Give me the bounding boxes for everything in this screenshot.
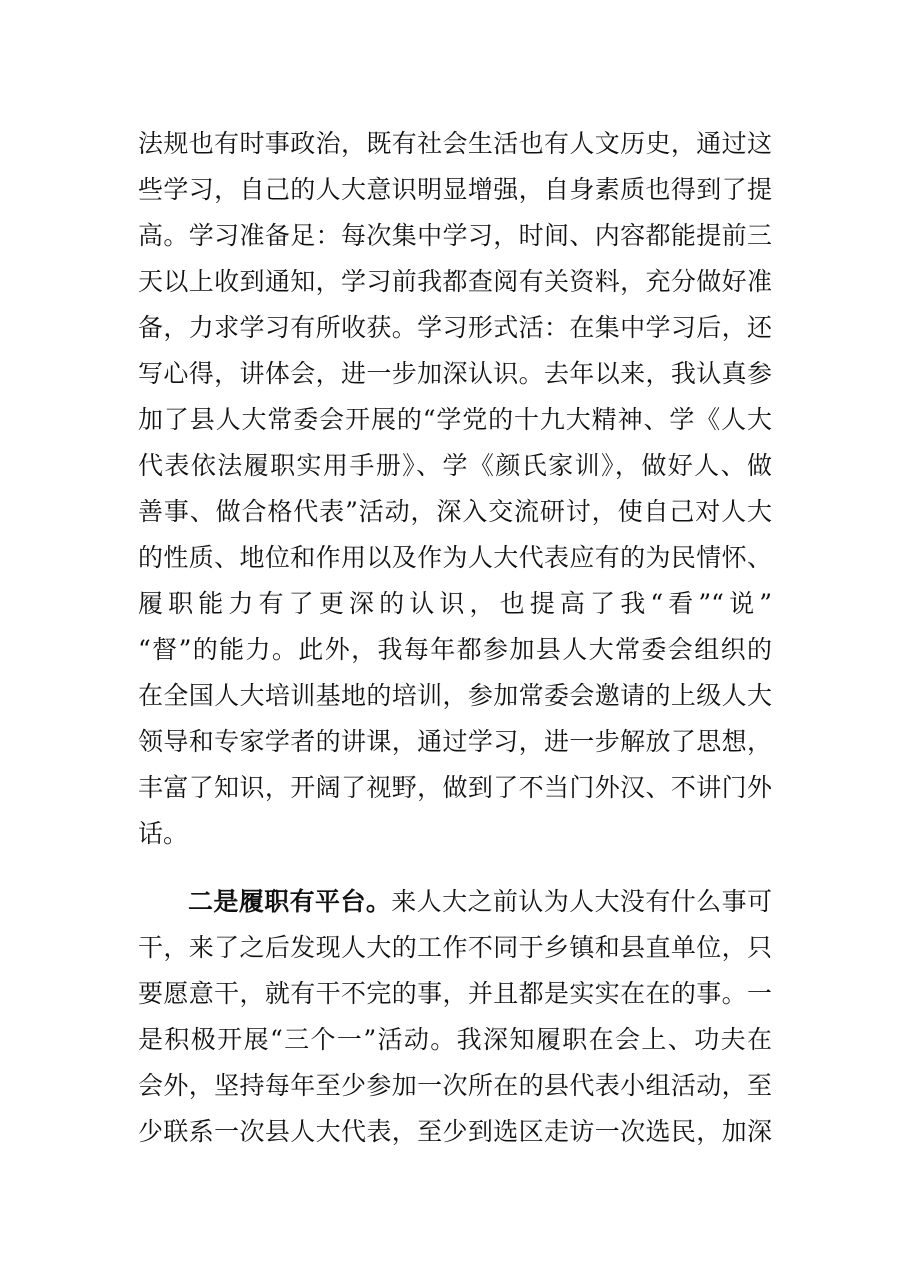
text-line: 的性质、地位和作用以及作为人大代表应有的为民情怀、 bbox=[138, 543, 772, 572]
text-line: 是积极开展“三个一”活动。我深知履职在会上、功夫在 bbox=[138, 1025, 772, 1054]
text-line: 高。学习准备足：每次集中学习，时间、内容都能提前三 bbox=[138, 221, 772, 250]
text-line: 代表依法履职实用手册》、学《颜氏家训》，做好人、做 bbox=[138, 451, 772, 480]
text-line: 领导和专家学者的讲课，通过学习，进一步解放了思想， bbox=[138, 727, 772, 756]
text-line: 话。 bbox=[138, 819, 189, 848]
text-line: 履职能力有了更深的认识，也提高了我“看”“说” bbox=[138, 589, 772, 618]
text-line: 要愿意干，就有干不完的事，并且都是实实在在的事。一 bbox=[138, 979, 772, 1008]
text-line: 天以上收到通知，学习前我都查阅有关资料，充分做好准 bbox=[138, 267, 772, 296]
paragraph-heading: 二是履职有平台。 bbox=[188, 887, 392, 916]
text-line: 法规也有时事政治，既有社会生活也有人文历史，通过这 bbox=[138, 129, 772, 158]
text-line: 写心得，讲体会，进一步加深认识。去年以来，我认真参 bbox=[138, 359, 772, 388]
text-line: 会外，坚持每年至少参加一次所在的县代表小组活动，至 bbox=[138, 1071, 772, 1100]
text-line: 少联系一次县人大代表，至少到选区走访一次选民，加深 bbox=[138, 1117, 772, 1146]
text-line: 些学习，自己的人大意识明显增强，自身素质也得到了提 bbox=[138, 175, 772, 204]
text-line: 善事、做合格代表”活动，深入交流研讨，使自己对人大 bbox=[138, 497, 772, 526]
text-line: 加了县人大常委会开展的“学党的十九大精神、学《人大 bbox=[138, 405, 772, 434]
text-line: 丰富了知识，开阔了视野，做到了不当门外汉、不讲门外 bbox=[138, 773, 772, 802]
text-line: 在全国人大培训基地的培训，参加常委会邀请的上级人大 bbox=[138, 681, 772, 710]
text-line: 备，力求学习有所收获。学习形式活：在集中学习后，还 bbox=[138, 313, 772, 342]
paragraph-first-line bbox=[188, 885, 772, 919]
text-line: 干，来了之后发现人大的工作不同于乡镇和县直单位，只 bbox=[138, 933, 772, 962]
text-span: 来人大之前认为人大没有什么事可 bbox=[391, 887, 772, 916]
text-line: “督”的能力。此外，我每年都参加县人大常委会组织的 bbox=[138, 635, 772, 664]
